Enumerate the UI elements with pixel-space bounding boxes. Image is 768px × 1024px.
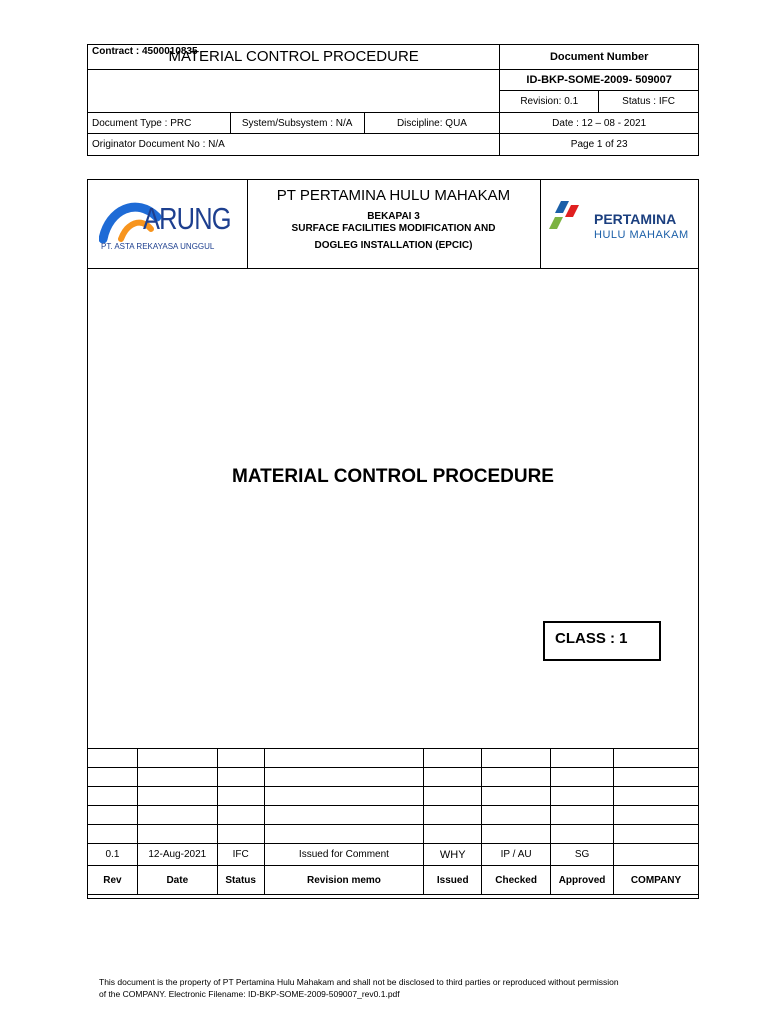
pertamina-logo	[547, 199, 697, 249]
originator-document-no: Originator Document No : N/A	[88, 134, 500, 156]
logo-row	[87, 179, 699, 269]
pertamina-wordmark: PERTAMINA	[594, 211, 677, 227]
document-type: Document Type : PRC	[88, 113, 231, 134]
document-date: Date : 12 – 08 - 2021	[500, 113, 699, 134]
date-cell: 12-Aug-2021	[137, 844, 217, 866]
header-title: MATERIAL CONTROL PROCEDURE	[168, 48, 419, 65]
document-number-label: Document Number	[500, 45, 699, 70]
memo-cell: Issued for Comment	[264, 844, 424, 866]
project-line-1: SURFACE FACILITIES MODIFICATION AND	[291, 223, 496, 234]
main-title: MATERIAL CONTROL PROCEDURE	[232, 466, 554, 487]
table-row	[88, 787, 699, 806]
document-number: ID-BKP-SOME-2009- 509007	[500, 70, 699, 91]
rev-cell: 0.1	[88, 844, 138, 866]
table-row	[88, 768, 699, 787]
header-rev: Rev	[88, 866, 138, 895]
project-line-2: DOGLEG INSTALLATION (EPCIC)	[314, 240, 473, 251]
issued-cell: WHY	[424, 844, 482, 866]
header-date: Date	[137, 866, 217, 895]
footer-line-1: This document is the property of PT Pertamina Hulu Mahakam and shall not be disclosed to third parties or reproduced without permission	[99, 977, 619, 987]
discipline: Discipline: QUA	[364, 113, 500, 134]
table-row	[88, 825, 699, 844]
system-subsystem: System/Subsystem : N/A	[230, 113, 364, 134]
revision-table	[87, 748, 699, 895]
checked-cell: IP / AU	[482, 844, 551, 866]
status-value: Status : IFC	[599, 91, 699, 113]
revision-header-row	[88, 866, 699, 895]
arung-company-name: PT. ASTA REKAYASA UNGGUL	[101, 242, 215, 251]
revision-row	[88, 844, 699, 866]
status-cell: IFC	[217, 844, 264, 866]
table-row	[88, 749, 699, 768]
header-approved: Approved	[551, 866, 614, 895]
footer-line-2: of the COMPANY. Electronic Filename: ID-BKP-SOME-2009-509007_rev0.1.pdf	[99, 989, 400, 999]
company-name: PT PERTAMINA HULU MAHAKAM	[276, 187, 511, 204]
footer-notice	[99, 976, 699, 1000]
class-box: CLASS : 1	[543, 621, 661, 661]
pertamina-logo-mark	[547, 199, 587, 239]
header-checked: Checked	[482, 866, 551, 895]
revision-value: Revision: 0.1	[500, 91, 599, 113]
company-cell	[614, 844, 699, 866]
header-company: COMPANY	[614, 866, 699, 895]
header-issued: Issued	[424, 866, 482, 895]
header-status: Status	[217, 866, 264, 895]
document-header-table	[87, 44, 699, 156]
field-name: BEKAPAI 3	[367, 211, 420, 222]
arung-wordmark: ARUNG	[143, 201, 231, 236]
table-row	[88, 806, 699, 825]
approved-cell: SG	[551, 844, 614, 866]
header-memo: Revision memo	[264, 866, 424, 895]
contract-number: Contract : 4500010835	[88, 45, 500, 70]
page-number: Page 1 of 23	[500, 134, 699, 156]
pertamina-subtitle: HULU MAHAKAM	[594, 229, 689, 241]
arung-logo	[99, 195, 239, 255]
